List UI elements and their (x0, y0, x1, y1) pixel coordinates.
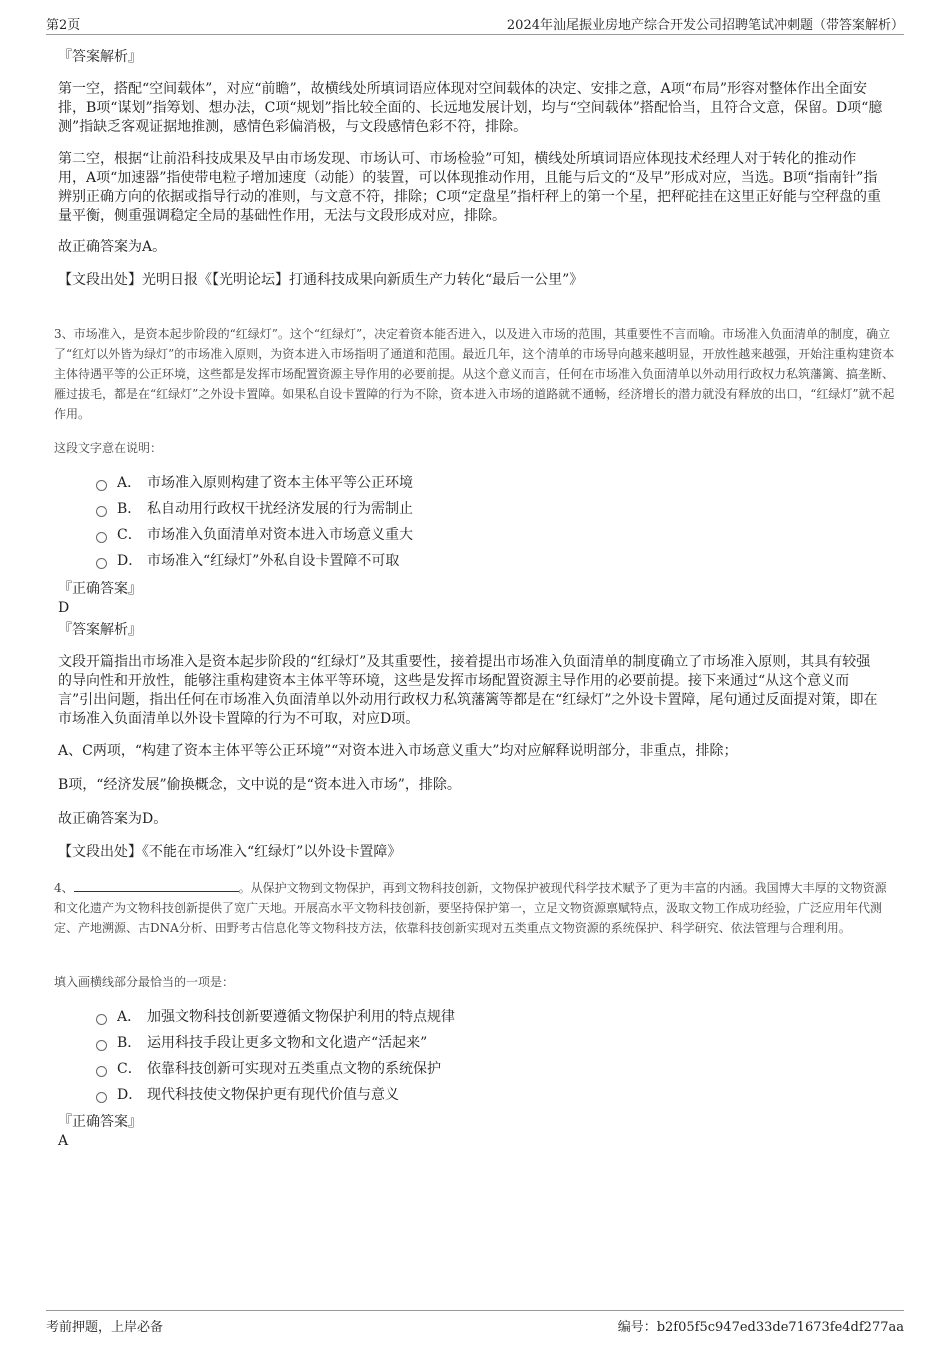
q4-prompt: 填入画横线部分最恰当的一项是： (54, 975, 235, 989)
q2-conclusion: 故正确答案为A。 (58, 239, 167, 255)
radio-icon[interactable] (96, 532, 107, 543)
option-label: B． (117, 1035, 142, 1051)
q4-number: 4、 (54, 881, 74, 895)
option-text: 加强文物科技创新要遵循文物保护利用的特点规律 (147, 1009, 455, 1025)
option-label: A． (117, 1009, 142, 1025)
q2-analysis-para-1: 第一空，搭配“空间载体”，对应“前瞻”，故横线处所填词语应体现对空间载体的决定、安排之意，A项“布局”形容对整体作出全面安排，B项“谋划”指筹划、想办法，C项“规划”指比较全面的、长远地发展计划，均与“空间载体”搭配恰当，且符合文意，保留。D项“臆测”指缺乏客观证据地推测，感情色彩偏消极，与文段感情色彩不符，排除。 (58, 81, 883, 135)
page-footer (46, 1310, 904, 1335)
radio-icon[interactable] (96, 1092, 107, 1103)
q3-option-c[interactable] (96, 525, 413, 545)
q3-answer: D (58, 600, 70, 616)
q3-source: 【文段出处】《不能在市场准入“红绿灯”以外设卡置障》 (58, 844, 402, 860)
q4-option-a[interactable] (96, 1007, 455, 1027)
radio-icon[interactable] (96, 506, 107, 517)
radio-icon[interactable] (96, 558, 107, 569)
q3-analysis-para-3: B项，“经济发展”偷换概念，文中说的是“资本进入市场”，排除。 (58, 777, 461, 793)
q3-analysis-para-1: 文段开篇指出市场准入是资本起步阶段的“红绿灯”及其重要性，接着提出市场准入负面清单的制度确立了市场准入原则，其具有较强的导向性和开放性，能够注重构建资本主体平等环境，这些是发挥市场配置资源主导作用的必要前提。接下来通过“从这个意义而言”引出问题，指出任何在市场准入负面清单以外动用行政权力私筑藩篱等都是在“红绿灯”之外设卡置障，尾句通过反面提对策，即在市场准入负面清单以外设卡置障的行为不可取，对应D项。 (58, 654, 878, 727)
q2-analysis-para-2: 第二空，根据“让前沿科技成果及早由市场发现、市场认可、市场检验”可知，横线处所填词语应体现技术经理人对于转化的推动作用，A项“加速器”指使带电粒子增加速度（动能）的装置，可以体现推动作用，且能与后文的“及早”形成对应，当选。B项“指南针”指辨别正确方向的依据或指导行动的准则，与文意不符，排除；C项“定盘星”指杆秤上的第一个星，把秤砣挂在这里正好能与空秤盘的重量平衡，侧重强调稳定全局的基础性作用，无法与文段形成对应，排除。 (58, 151, 882, 224)
option-label: A． (117, 475, 142, 491)
radio-icon[interactable] (96, 480, 107, 491)
option-label: D． (117, 1087, 143, 1103)
option-text: 运用科技手段让更多文物和文化遗产“活起来” (147, 1035, 428, 1051)
q4-option-d[interactable] (96, 1085, 399, 1105)
option-label: B． (117, 501, 142, 517)
q3-stem: 3、市场准入，是资本起步阶段的“红绿灯”。这个“红绿灯”，决定着资本能否进入，以及进入市场的范围，其重要性不言而喻。市场准入负面清单的制度，确立了“红灯以外皆为绿灯”的市场准入原则，为资本进入市场指明了通道和范围。最近几年，这个清单的市场导向越来越明显，开放性越来越强，开始注重构建资本主体待遇平等的公正环境，这些都是发挥市场配置资源主导作用的必要前提。从这个意义而言，任何在市场准入负面清单以外动用行政权力私筑藩篱、搞垄断、雁过拔毛，都是在“红绿灯”之外设卡置障。如果私自设卡置障的行为不除，资本进入市场的道路就不通畅，经济增长的潜力就没有释放的出口，“红绿灯”就不起作用。 (54, 327, 895, 421)
option-text: 市场准入原则构建了资本主体平等公正环境 (147, 475, 413, 491)
q4-option-b[interactable] (96, 1033, 427, 1053)
q3-option-d[interactable] (96, 551, 399, 571)
q4-answer-heading: 『正确答案』 (58, 1114, 142, 1130)
option-label: C． (117, 527, 142, 543)
footer-slogan: 考前押题，上岸必备 (46, 1320, 164, 1335)
q3-conclusion: 故正确答案为D。 (58, 811, 168, 827)
q3-answer-heading: 『正确答案』 (58, 581, 142, 597)
q3-analysis-heading: 『答案解析』 (58, 622, 142, 638)
q4-option-c[interactable] (96, 1059, 441, 1079)
document-title: 2024年汕尾振业房地产综合开发公司招聘笔试冲刺题（带答案解析） (506, 18, 904, 33)
q2-analysis-heading: 『答案解析』 (58, 49, 142, 65)
q3-analysis-para-2: A、C两项，“构建了资本主体平等公正环境”“对资本进入市场意义重大”均对应解释说明部分，非重点，排除； (58, 743, 738, 759)
option-label: C． (117, 1061, 142, 1077)
radio-icon[interactable] (96, 1040, 107, 1051)
option-text: 市场准入“红绿灯”外私自设卡置障不可取 (147, 553, 400, 569)
document-serial: 编号：b2f05f5c947ed33de71673fe4df277aa (617, 1320, 904, 1335)
radio-icon[interactable] (96, 1066, 107, 1077)
option-text: 现代科技使文物保护更有现代价值与意义 (147, 1087, 399, 1103)
q4-stem-text: 。从保护文物到文物保护，再到文物科技创新，文物保护被现代科学技术赋予了更为丰富的内涵。我国博大丰厚的文物资源和文化遗产为文物科技创新提供了宽广天地。开展高水平文物科技创新，要坚持保护第一，立足文物资源禀赋特点，汲取文物工作成功经验，广泛应用年代测定、产地溯源、古DNA分析、田野考古信息化等文物科技方法，依靠科技创新实现对五类重点文物资源的系统保护、科学研究、依法管理与合理利用。 (54, 881, 887, 935)
q4-answer: A (58, 1133, 69, 1149)
option-text: 依靠科技创新可实现对五类重点文物的系统保护 (147, 1061, 441, 1077)
q3-option-a[interactable] (96, 473, 413, 493)
q3-option-b[interactable] (96, 499, 413, 519)
page-number: 第2页 (46, 18, 81, 33)
q3-prompt: 这段文字意在说明： (54, 441, 163, 455)
q4-stem (54, 878, 896, 938)
option-label: D． (117, 553, 143, 569)
q4-blank-line (74, 879, 239, 892)
option-text: 市场准入负面清单对资本进入市场意义重大 (147, 527, 413, 543)
q2-source: 【文段出处】光明日报《【光明论坛】打通科技成果向新质生产力转化“最后一公里”》 (58, 272, 584, 288)
option-text: 私自动用行政权干扰经济发展的行为需制止 (147, 501, 413, 517)
radio-icon[interactable] (96, 1014, 107, 1025)
page-header (46, 12, 904, 35)
